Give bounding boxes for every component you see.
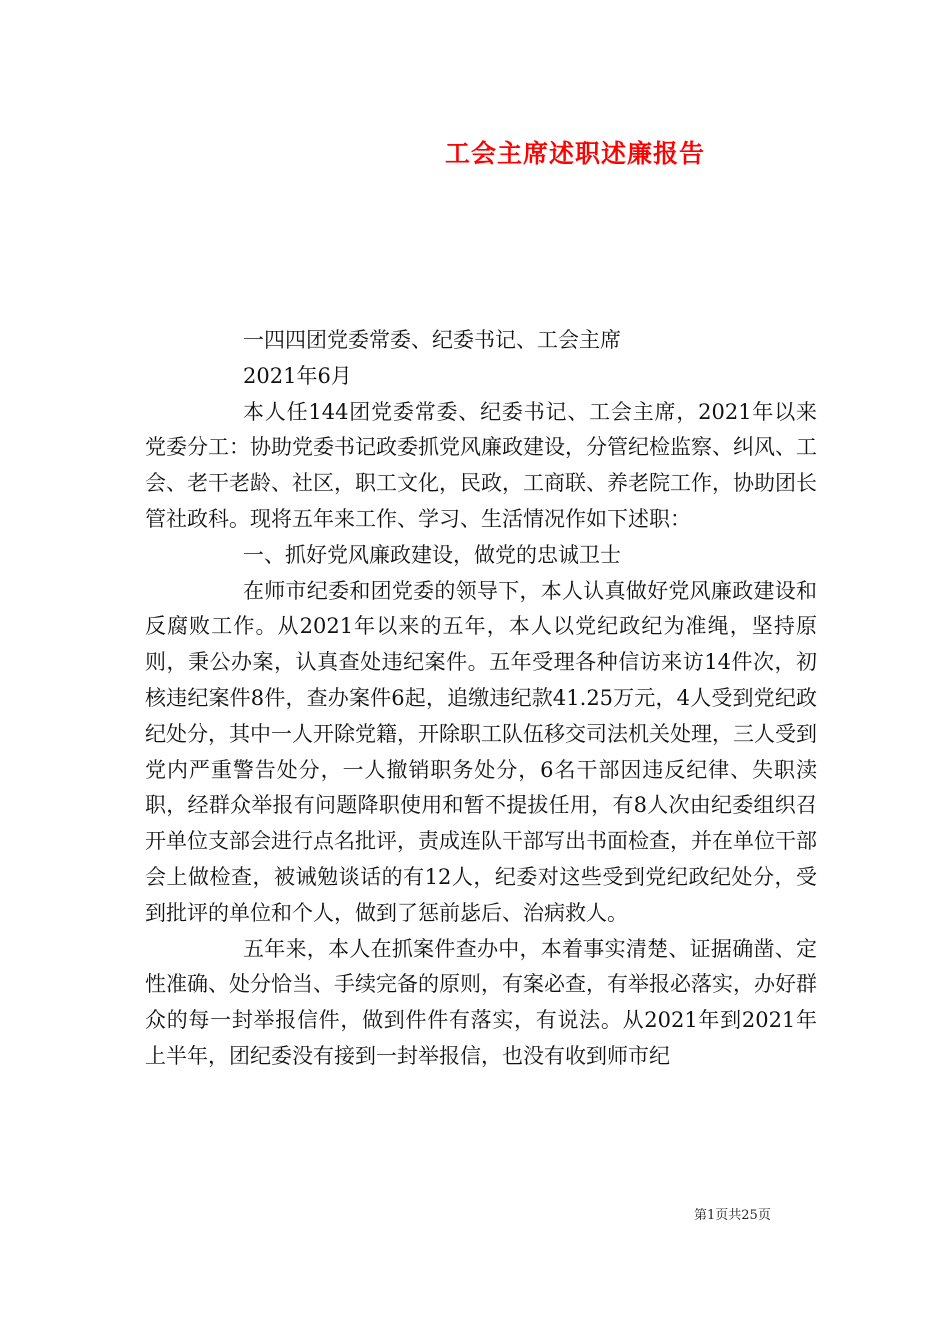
section-heading-1: 一、抓好党风廉政建设，做党的忠诚卫士 — [243, 542, 621, 567]
paragraph-cases: 在师市纪委和团党委的领导下，本人认真做好党风廉政建设和反腐败工作。从2021年以来的五年，本人以党纪政纪为准绳，坚持原则，秉公办案，认真查处违纪案件。五年受理各种信访来访14件次，初核违纪案件8件，查办案件6起，追缴违纪款41.25万元，4人受到党纪政纪处分，其中一人开除党籍，开除职工队伍移交司法机关处理，三人受到党内严重警告处分，一人撤销职务处分，6名干部因违反纪律、失职渎职，经群众举报有问题降职使用和暂不提拔任用，有8人次由纪委组织召开单位支部会进行点名批评，责成连队干部写出书面检查，并在单位干部会上做检查，被诫勉谈话的有12人，纪委对这些受到党纪政纪处分，受到批评的单位和个人，做到了惩前毖后、治病救人。 — [145, 578, 817, 925]
paragraph-intro: 本人任144团党委常委、纪委书记、工会主席，2021年以来党委分工：协助党委书记政委抓党风廉政建设，分管纪检监察、纠风、工会、老干老龄、社区，职工文化，民政，工商联、养老院工作，协助团长管社政科。现将五年来工作、学习、生活情况作如下述职： — [145, 399, 817, 531]
date-line: 2021年6月 — [243, 363, 352, 388]
paragraph-principles: 五年来，本人在抓案件查办中，本着事实清楚、证据确凿、定性准确、处分恰当、手续完备的原则，有案必查，有举报必落实，办好群众的每一封举报信件，做到件件有落实，有说法。从2021年到2021年上半年，团纪委没有接到一封举报信，也没有收到师市纪 — [145, 936, 817, 1068]
document-title: 工会主席述职述廉报告 — [444, 139, 705, 168]
author-line: 一四四团党委常委、纪委书记、工会主席 — [243, 328, 621, 352]
document-body — [145, 323, 817, 1075]
page-number: 第1页共25页 — [694, 1208, 771, 1223]
